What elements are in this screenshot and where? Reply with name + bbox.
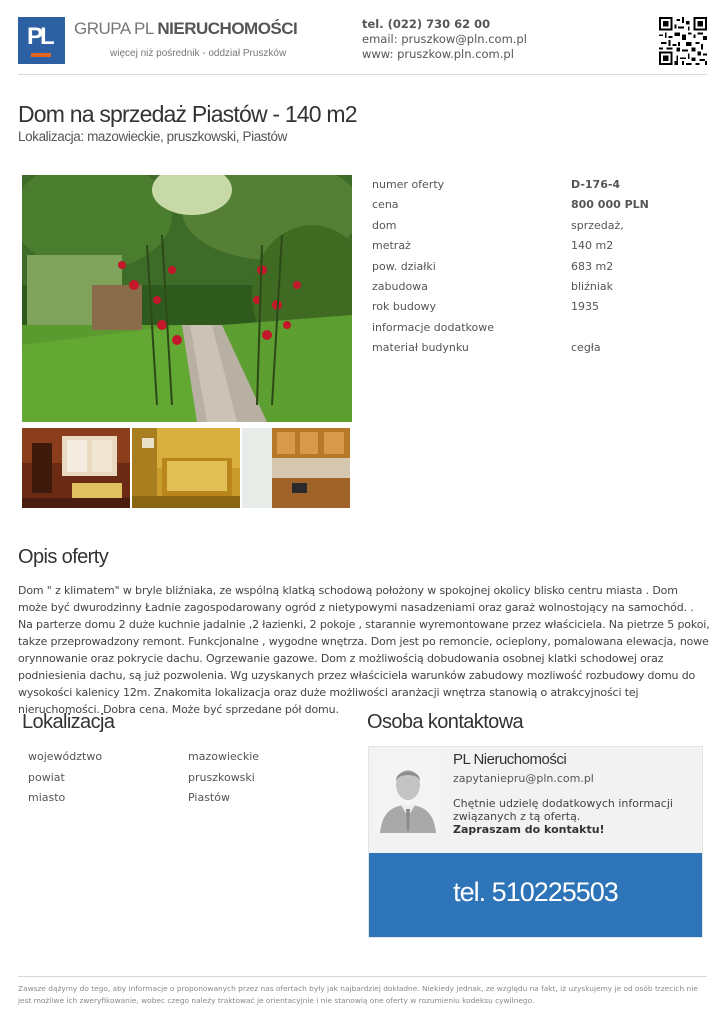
detail-value: 1935 [571, 300, 599, 314]
location-row [28, 791, 230, 812]
detail-value: 140 m2 [571, 239, 614, 253]
detail-label: pow. działki [372, 259, 436, 273]
brand-tagline: więcej niż pośrednik - oddział Pruszków [110, 48, 287, 59]
header-email[interactable]: email: pruszkow@pln.com.pl [362, 32, 527, 46]
location-row [28, 750, 260, 771]
detail-value: D-176-4 [571, 178, 621, 191]
agent-name: PL Nieruchomości [453, 751, 567, 768]
phone-banner[interactable] [369, 853, 702, 937]
detail-label: materiał budynku [372, 341, 469, 355]
detail-label: cena [372, 198, 399, 212]
location-value: Piastów [188, 791, 230, 804]
agent-phone[interactable]: tel. 510225503 [453, 877, 618, 907]
brand-prefix: GRUPA PL [74, 19, 158, 38]
header-divider [18, 74, 707, 75]
page-title: Dom na sprzedaż Piastów - 140 m2 [18, 101, 357, 127]
location-row [28, 770, 255, 792]
location-label: powiat [28, 770, 65, 784]
logo-mark: PL [27, 23, 52, 50]
detail-label: informacje dodatkowe [372, 320, 495, 334]
agent-message [453, 797, 693, 836]
header-website[interactable]: www: pruszkow.pln.com.pl [362, 47, 514, 61]
detail-value: 683 m2 [571, 259, 614, 273]
qr-code-icon [659, 17, 707, 65]
agent-email[interactable]: zapytaniepru@pln.com.pl [453, 772, 594, 785]
page-subtitle: Lokalizacja: mazowieckie, pruszkowski, Piastów [18, 129, 287, 144]
location-label: województwo [28, 750, 103, 763]
detail-value: sprzedaż, [571, 218, 624, 232]
brand-name [74, 19, 297, 39]
header-phone[interactable]: tel. (022) 730 62 00 [362, 17, 491, 31]
contact-heading: Osoba kontaktowa [367, 711, 524, 733]
detail-value: bliźniak [571, 279, 614, 293]
thumbnail-kitchen[interactable] [242, 428, 350, 508]
footer-disclaimer: Zawsze dążymy do tego, aby informacje o proponowanych przez nas ofertach były jak najbardziej dokładne. Niekiedy jednak, ze względu na fakt, iż uzyskujemy je od osób trzecich nie jest możliwe ich zweryfikowanie, wobec czego należy traktować je orientacyjnie i nie stanowią one oferty w rozumieniu kodeksu cywilnego. [18, 984, 698, 1005]
agent-message-text: Chętnie udzielę dodatkowych informacji związanych z tą ofertą. [453, 797, 673, 823]
header-contact [362, 17, 527, 62]
detail-label: metraż [372, 239, 411, 253]
logo-accent-bar [31, 53, 51, 57]
detail-value: 800 000 PLN [571, 198, 649, 212]
detail-label: dom [372, 218, 397, 232]
location-heading: Lokalizacja [22, 711, 115, 733]
location-value: pruszkowski [188, 770, 255, 784]
description-heading: Opis oferty [18, 546, 109, 568]
location-label: miasto [28, 791, 66, 804]
agent-avatar [374, 753, 442, 833]
main-photo-garden[interactable] [22, 175, 352, 422]
company-logo[interactable] [18, 17, 65, 64]
detail-label: numer oferty [372, 178, 445, 191]
location-table [28, 750, 260, 812]
detail-label: zabudowa [372, 279, 428, 293]
thumbnail-bedroom[interactable] [132, 428, 240, 508]
location-value: mazowieckie [188, 750, 260, 763]
description-text: Dom " z klimatem" w bryle bliźniaka, ze wspólną klatką schodową położony w spokojnej okolicy blisko centru miasta . Dom może być dwurodzinny Ładnie zagospodarowany ogród z nietypowymi nasadzeniami oraz garaż wolnostojący na samochód. . Na parterze domu 2 duże kuchnie jadalnie ,2 łazienki, 2 pokoje , starannie wyremontowane przez właściciela. Na pietrze 5 pokoi, takze przeprowadzony remont. Funkcjonalne , wygodne wnętrza. Dom jest po remoncie, ocieplony, pomalowana elewacja, nowe orynnowanie oraz pokrycie dachu. Ogrzewanie gazowe. Dom z możliwością dobudowania osobnej klatki schodowej oraz podniesienia dachu, są już pozwolenia. Wg uzyskanych przez właściciela warunków zabudowy mozliwość rozbudowy domu do wysokości kalenicy 12m. Znakomita lokalizacja oraz duże możliwości aranżacji wnętrza stanowią o atrakcyjności tej nieruchomości. Dobra cena. Może być sprzedane pół domu. [18, 584, 710, 716]
detail-value: cegła [571, 341, 601, 355]
detail-label: rok budowy [372, 300, 437, 314]
brand-bold: NIERUCHOMOŚCI [157, 19, 298, 38]
footer-divider [18, 976, 707, 977]
contact-card [368, 746, 703, 938]
agent-cta: Zapraszam do kontaktu! [453, 823, 605, 836]
thumbnail-living-room[interactable] [22, 428, 130, 508]
